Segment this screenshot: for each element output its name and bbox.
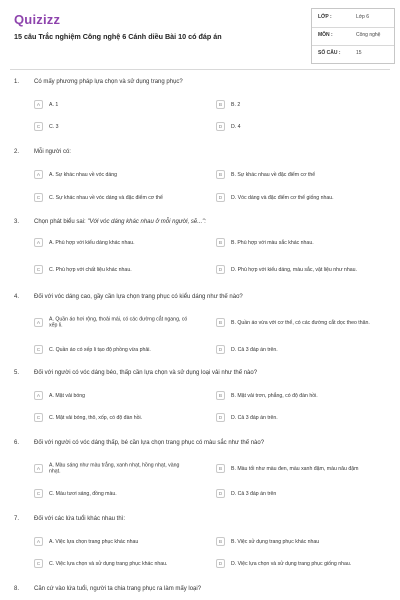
option-b[interactable] xyxy=(216,169,386,181)
option-c[interactable] xyxy=(34,488,204,500)
question-number: 6. xyxy=(14,440,20,446)
option-text: B. Việc sử dụng trang phục khác nhau xyxy=(231,538,320,545)
option-c[interactable] xyxy=(34,344,204,356)
option-b[interactable] xyxy=(216,99,386,111)
question-number: 5. xyxy=(14,370,20,376)
option-letter-box: A xyxy=(34,464,43,473)
option-a[interactable] xyxy=(34,462,204,476)
option-letter-box: D xyxy=(216,559,225,568)
option-text: B. Phù hợp với màu sắc khác nhau. xyxy=(231,239,314,246)
option-text: A. Sự khác nhau về vóc dáng xyxy=(49,171,118,178)
question-number: 4. xyxy=(14,294,20,300)
option-text: B. Sự khác nhau về đặc điểm cơ thể xyxy=(231,171,316,178)
option-letter-box: A xyxy=(34,100,43,109)
option-a[interactable] xyxy=(34,237,204,249)
option-text: D. 4 xyxy=(231,123,241,130)
option-letter-box: A xyxy=(34,537,43,546)
worksheet-header xyxy=(0,0,400,60)
question-text: Đối với các lứa tuổi khác nhau thì: xyxy=(34,516,125,522)
option-letter-box: A xyxy=(34,391,43,400)
option-letter-box: D xyxy=(216,489,225,498)
question-number: 7. xyxy=(14,516,20,522)
option-d[interactable] xyxy=(216,344,386,356)
option-text: D. Cả 3 đáp án trên. xyxy=(231,346,278,353)
meta-value: Công nghệ xyxy=(356,32,381,38)
question-text: Có mấy phương pháp lựa chọn và sử dụng trang phục? xyxy=(34,79,183,85)
option-text: D. Phù hợp với kiểu dáng, màu sắc, vật liệu như nhau. xyxy=(231,266,357,273)
option-letter-box: A xyxy=(34,238,43,247)
option-letter-box: B xyxy=(216,100,225,109)
question-number: 2. xyxy=(14,149,20,155)
option-a[interactable] xyxy=(34,169,204,181)
option-text: A. Màu sáng như màu trắng, xanh nhạt, hồng nhạt, vàng nhạt. xyxy=(49,462,180,475)
option-text: C. Việc lựa chọn và sử dụng trang phục khác nhau. xyxy=(49,560,168,567)
option-b[interactable] xyxy=(216,390,386,402)
option-text: A. Việc lựa chọn trang phục khác nhau xyxy=(49,538,139,545)
option-letter-box: C xyxy=(34,559,43,568)
question-text xyxy=(34,219,206,225)
option-text: C. Sự khác nhau về vóc dáng và đặc điểm cơ thể xyxy=(49,194,163,201)
question-text-prefix: Chọn phát biểu sai: xyxy=(34,219,88,225)
option-text: B. Màu tối như màu đen, màu xanh đậm, màu nâu đậm xyxy=(231,465,359,472)
option-text: C. Quần áo có xếp li tạo độ phồng vừa phải. xyxy=(49,346,151,353)
option-letter-box: C xyxy=(34,193,43,202)
option-letter-box: D xyxy=(216,193,225,202)
meta-label: LỚP : xyxy=(318,14,332,20)
option-a[interactable] xyxy=(34,536,204,548)
option-d[interactable] xyxy=(216,263,386,277)
option-d[interactable] xyxy=(216,558,386,570)
header-divider xyxy=(10,69,390,70)
option-letter-box: D xyxy=(216,122,225,131)
option-c[interactable] xyxy=(34,263,204,277)
option-letter-box: B xyxy=(216,391,225,400)
option-a[interactable] xyxy=(34,99,204,111)
question-quote: "Với vóc dáng khác nhau ở mỗi người, sẽ...": xyxy=(87,219,207,225)
meta-info-box xyxy=(311,8,395,64)
option-letter-box: A xyxy=(34,318,43,327)
option-letter-box: C xyxy=(34,122,43,131)
question-number: 8. xyxy=(14,586,20,592)
question-text: Đối với người có vóc dáng thấp, bé cần lựa chọn trang phục có màu sắc như thế nào? xyxy=(34,440,265,446)
option-letter-box: B xyxy=(216,238,225,247)
option-a[interactable] xyxy=(34,316,204,330)
option-text: C. Phù hợp với chất liệu khác nhau. xyxy=(49,266,132,273)
option-text: B. Quần áo vừa với cơ thể, có các đường cắt dọc theo thân. xyxy=(231,319,370,326)
option-letter-box: B xyxy=(216,170,225,179)
option-b[interactable] xyxy=(216,462,386,476)
option-text: B. Mặt vải trơn, phẳng, có độ đàn hồi. xyxy=(231,392,318,399)
meta-label: SỐ CÂU : xyxy=(318,50,341,56)
meta-row-grade xyxy=(312,9,394,28)
option-letter-box: B xyxy=(216,318,225,327)
question-number: 1. xyxy=(14,79,20,85)
option-d[interactable] xyxy=(216,412,386,424)
option-d[interactable] xyxy=(216,121,386,133)
option-c[interactable] xyxy=(34,558,204,570)
question-text: Đối với người có vóc dáng béo, thấp cần lựa chọn và sử dụng loại vải như thế nào? xyxy=(34,370,258,376)
option-text: C. Mặt vải bóng, thô, xốp, có độ đàn hồi. xyxy=(49,414,143,421)
option-text: A. Phù hợp với kiểu dáng khác nhau. xyxy=(49,239,135,246)
option-letter-box: C xyxy=(34,265,43,274)
option-letter-box: D xyxy=(216,345,225,354)
option-letter-box: B xyxy=(216,537,225,546)
meta-row-count xyxy=(312,45,394,63)
option-c[interactable] xyxy=(34,412,204,424)
option-text: D. Việc lựa chọn và sử dụng trang phục giống nhau. xyxy=(231,560,352,567)
option-c[interactable] xyxy=(34,121,204,133)
option-b[interactable] xyxy=(216,536,386,548)
worksheet-title: 15 câu Trắc nghiệm Công nghệ 6 Cánh diều Bài 10 có đáp án xyxy=(14,32,222,41)
option-text: A. Mặt vải bóng xyxy=(49,392,86,399)
option-letter-box: C xyxy=(34,345,43,354)
option-text: A. Quần áo hơi rộng, thoải mái, có các đường cắt ngang, có xếp li. xyxy=(49,316,188,329)
option-text: D. Cả 3 đáp án trên. xyxy=(231,414,278,421)
option-letter-box: C xyxy=(34,489,43,498)
option-letter-box: C xyxy=(34,413,43,422)
option-b[interactable] xyxy=(216,316,386,330)
option-text: D. Vóc dáng và đặc điểm cơ thể giống nhau. xyxy=(231,194,334,201)
meta-label: MÔN : xyxy=(318,32,333,38)
option-a[interactable] xyxy=(34,390,204,402)
option-text: C. Màu tươi sáng, đồng màu. xyxy=(49,490,117,497)
question-text: Đối với vóc dáng cao, gầy cần lựa chọn trang phục có kiểu dáng như thế nào? xyxy=(34,294,243,300)
option-d[interactable] xyxy=(216,192,386,204)
meta-value: Lớp 6 xyxy=(356,14,370,20)
option-text: A. 1 xyxy=(49,101,59,108)
option-letter-box: A xyxy=(34,170,43,179)
question-text: Căn cứ vào lứa tuổi, người ta chia trang phục ra làm mấy loại? xyxy=(34,586,202,592)
option-letter-box: D xyxy=(216,413,225,422)
question-number: 3. xyxy=(14,219,20,225)
option-letter-box: B xyxy=(216,464,225,473)
option-text: B. 2 xyxy=(231,101,241,108)
option-text: C. 3 xyxy=(49,123,59,130)
meta-row-subject xyxy=(312,27,394,46)
option-letter-box: D xyxy=(216,265,225,274)
quizizz-logo[interactable]: Quizizz xyxy=(14,12,61,27)
option-text: D. Cả 3 đáp án trên xyxy=(231,490,277,497)
option-d[interactable] xyxy=(216,488,386,500)
question-text: Mỗi người có: xyxy=(34,149,71,155)
option-b[interactable] xyxy=(216,237,386,249)
meta-value: 15 xyxy=(356,50,362,56)
option-c[interactable] xyxy=(34,192,204,204)
